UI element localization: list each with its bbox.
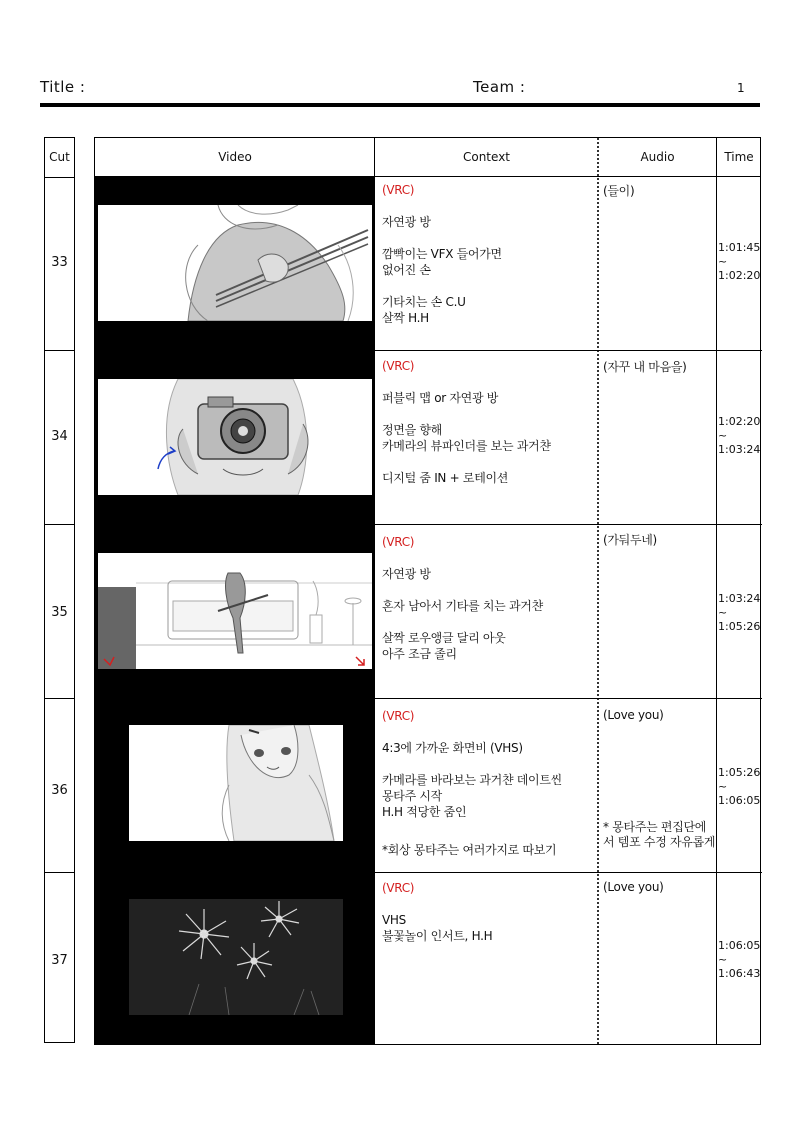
vrc-tag: (VRC) bbox=[382, 535, 415, 549]
frame-girl-portrait bbox=[129, 725, 343, 841]
time-separator: ~ bbox=[718, 606, 728, 619]
vrc-tag: (VRC) bbox=[382, 709, 415, 723]
context-line: 기타치는 손 C.U bbox=[382, 295, 466, 309]
time-start: 1:05:26 bbox=[718, 766, 761, 779]
cut-cell bbox=[45, 525, 74, 699]
cut-number: 34 bbox=[51, 429, 68, 444]
frame-fireworks bbox=[129, 899, 343, 1015]
audio-header: Audio bbox=[598, 138, 717, 177]
context-line: 혼자 남아서 기타를 치는 과거챤 bbox=[382, 599, 543, 613]
time-end: 1:06:43 bbox=[718, 967, 761, 980]
context-cell-34 bbox=[382, 358, 597, 502]
storyboard-table bbox=[94, 137, 761, 1045]
time-cell-34 bbox=[718, 415, 762, 457]
audio-cell-35: (가둬두네) bbox=[603, 533, 657, 547]
time-separator: ~ bbox=[718, 429, 728, 442]
time-end: 1:03:24 bbox=[718, 443, 761, 456]
header-rule bbox=[40, 103, 760, 107]
girl-portrait-sketch-image bbox=[129, 725, 343, 841]
vrc-tag: (VRC) bbox=[382, 359, 415, 373]
time-separator: ~ bbox=[718, 780, 728, 793]
context-line: 카메라의 뷰파인더를 보는 과거챤 bbox=[382, 439, 551, 453]
context-header: Context bbox=[375, 138, 598, 177]
time-start: 1:03:24 bbox=[718, 592, 761, 605]
row-divider bbox=[375, 698, 762, 699]
time-cell-33 bbox=[718, 241, 762, 283]
context-line: 불꽃놀이 인서트, H.H bbox=[382, 929, 493, 943]
context-line: 깜빡이는 VFX 들어가면 bbox=[382, 247, 502, 261]
time-cell-35 bbox=[718, 592, 762, 634]
frame-hand-guitar bbox=[98, 205, 372, 321]
time-separator: ~ bbox=[718, 953, 728, 966]
team-label: Team : bbox=[473, 78, 526, 96]
context-line: 4:3에 가까운 화면비 (VHS) bbox=[382, 741, 523, 755]
time-start: 1:02:20 bbox=[718, 415, 761, 428]
page-number: 1 bbox=[737, 81, 746, 95]
context-line: 정면을 향해 bbox=[382, 423, 442, 437]
video-header: Video bbox=[95, 138, 375, 177]
vrc-tag: (VRC) bbox=[382, 881, 415, 895]
context-cell-37 bbox=[382, 880, 597, 960]
audio-dotted-divider bbox=[597, 138, 599, 1044]
frame-camera bbox=[98, 379, 372, 495]
context-line: 퍼블릭 맵 or 자연광 방 bbox=[382, 391, 499, 405]
time-header: Time bbox=[717, 138, 761, 177]
context-line: H.H 적당한 줌인 bbox=[382, 805, 467, 819]
context-cell-36 bbox=[382, 708, 597, 874]
camera-sketch-image bbox=[98, 379, 372, 495]
audio-cell-36: (Love you) bbox=[603, 708, 664, 722]
cut-cell bbox=[45, 177, 74, 351]
time-end: 1:06:05 bbox=[718, 794, 761, 807]
audio-note-36: * 몽타주는 편집단에 서 템포 수정 자유롭게 bbox=[603, 820, 716, 849]
row-divider bbox=[375, 524, 762, 525]
time-start: 1:06:05 bbox=[718, 939, 761, 952]
context-line: VHS bbox=[382, 913, 406, 927]
vrc-tag: (VRC) bbox=[382, 183, 415, 197]
cut-number: 37 bbox=[51, 953, 68, 968]
column-divider bbox=[716, 138, 717, 1044]
context-line: *회상 몽타주는 여러가지로 따보기 bbox=[382, 843, 557, 857]
audio-cell-37: (Love you) bbox=[603, 880, 664, 894]
cut-number: 33 bbox=[51, 255, 68, 270]
context-line: 디지털 줌 IN + 로테이션 bbox=[382, 471, 509, 485]
cut-number: 35 bbox=[51, 605, 68, 620]
audio-cell-33: (들이) bbox=[603, 184, 635, 198]
context-cell-33 bbox=[382, 182, 597, 342]
time-start: 1:01:45 bbox=[718, 241, 761, 254]
time-end: 1:05:26 bbox=[718, 620, 761, 633]
context-line: 없어진 손 bbox=[382, 263, 431, 277]
cut-cell bbox=[45, 351, 74, 525]
cut-cell bbox=[45, 699, 74, 873]
room-sketch-image bbox=[98, 553, 372, 669]
row-divider bbox=[375, 350, 762, 351]
context-line: 자연광 방 bbox=[382, 567, 431, 581]
cut-cell bbox=[45, 873, 74, 1043]
time-cell-36 bbox=[718, 766, 762, 808]
cut-column bbox=[44, 137, 75, 1043]
time-cell-37 bbox=[718, 939, 762, 981]
audio-cell-34: (자꾸 내 마음을) bbox=[603, 360, 687, 374]
guitar-sketch-image bbox=[98, 205, 372, 321]
context-line: 자연광 방 bbox=[382, 215, 431, 229]
context-line: 카메라를 바라보는 과거챤 데이트씬 bbox=[382, 773, 562, 787]
context-line: 아주 조금 졸리 bbox=[382, 647, 457, 661]
context-line: 몽타주 시작 bbox=[382, 789, 442, 803]
context-line: 살짝 로우앵글 달리 아웃 bbox=[382, 631, 506, 645]
time-separator: ~ bbox=[718, 255, 728, 268]
time-end: 1:02:20 bbox=[718, 269, 761, 282]
cut-header: Cut bbox=[45, 138, 74, 178]
title-label: Title : bbox=[40, 78, 86, 96]
cut-number: 36 bbox=[51, 783, 68, 798]
frame-room bbox=[98, 553, 372, 669]
context-line: 살짝 H.H bbox=[382, 311, 429, 325]
context-cell-35 bbox=[382, 534, 597, 678]
video-column bbox=[95, 177, 375, 1045]
fireworks-image bbox=[129, 899, 343, 1015]
